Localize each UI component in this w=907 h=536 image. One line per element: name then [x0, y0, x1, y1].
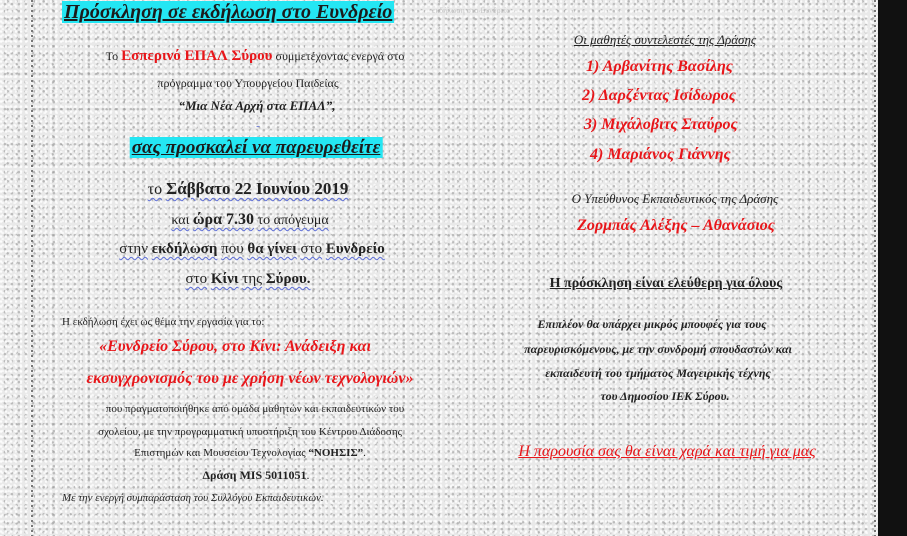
event-word-1: στην — [119, 241, 148, 257]
place-word-3: της — [242, 271, 263, 287]
teacher-heading: Ο Υπεύθυνος Εκπαιδευτικός της Δράσης — [571, 191, 779, 206]
page-border-left — [31, 0, 33, 536]
event-word-4: θα γίνει — [247, 241, 297, 257]
noisis-name: “ΝΟΗΣΙΣ” — [308, 447, 364, 459]
student-2: 2) Δαρζέντας Ισίδωρος — [582, 87, 736, 104]
teacher-name: Ζορμπάς Αλέξης – Αθανάσιος — [577, 217, 775, 234]
event-date: Σάββατο 22 Ιουνίου 2019 — [166, 179, 349, 198]
free-entry: Η πρόσκληση είναι ελεύθερη για όλους — [549, 276, 783, 291]
description-line-2: σχολείου, με την προγραμματική υποστήριξη του Κέντρου Διάδοσης — [98, 426, 402, 438]
student-3: 3) Μιχάλοβιτς Σταύρος — [584, 116, 738, 133]
event-word-2: εκδήλωση — [151, 241, 218, 257]
date-line — [148, 179, 349, 199]
page-border-right — [874, 0, 876, 536]
date-prefix: το — [147, 181, 163, 198]
support-line: Με την ενεργή συμπαράσταση του Συλλόγου Εκπαιδευτικών. — [62, 492, 324, 504]
student-1: 1) Αρβανίτης Βασίλης — [586, 58, 733, 75]
closing-line: Η παρουσία σας θα είναι χαρά και τιμή για μας — [518, 443, 816, 460]
mis-line — [203, 468, 310, 483]
invitation-title-block — [62, 1, 394, 24]
buffet-line-4: του Δημοσίου ΙΕΚ Σύρου. — [600, 389, 730, 403]
event-word-3: που — [221, 241, 244, 257]
topic-intro: Η εκδήλωση έχει ως θέμα την εργασία για το: — [62, 316, 265, 328]
place-line — [185, 271, 310, 288]
time-suffix: το απόγευμα — [257, 213, 329, 228]
topic-line-1: «Ευνδρείο Σύρου, στο Κίνι: Ανάδειξη και — [99, 338, 371, 355]
place-word-2: Κίνι — [210, 271, 239, 287]
mis-dot: . — [306, 468, 310, 482]
description-line-3a: Επιστημών και Μουσείου Τεχνολογίας — [134, 447, 306, 459]
buffet-line-2: παρευρισκόμενους, με την συνδρομή σπουδαστών και — [524, 342, 792, 356]
org-line — [106, 48, 405, 65]
description-line-1: που πραγματοποιήθηκε από ομάδα μαθητών και εκπαιδευτικών του — [105, 403, 405, 415]
place-word-4: Σύρου. — [265, 271, 311, 287]
window-edge — [878, 0, 907, 536]
org-suffix: συμμετέχοντας ενεργά στο — [275, 49, 405, 63]
event-word-6: Ευνδρείο — [325, 241, 385, 257]
org-name: Εσπερινό ΕΠΑΛ Σύρου — [121, 48, 273, 64]
invite-block — [130, 137, 383, 159]
program-name: “Μια Νέα Αρχή στα ΕΠΑΛ”, — [178, 98, 336, 113]
event-line — [119, 241, 385, 258]
place-word-1: στο — [185, 271, 208, 287]
faint-watermark: εκδήλωση στο Ευνδρείο — [432, 6, 511, 15]
buffet-line-1: Επιπλέον θα υπάρχει μικρός μπουφές για τους — [537, 317, 767, 331]
description-line-3 — [134, 447, 366, 459]
invitation-title: Πρόσκληση σε εκδήλωση στο Ευνδρείο — [64, 1, 393, 23]
topic-line-2: εκσυγχρονισμός του με χρήση νέων τεχνολογιών» — [86, 370, 414, 387]
time-prefix: και — [171, 213, 190, 228]
small-mark: - — [256, 120, 260, 132]
students-heading: Οι μαθητές συντελεστές της Δράσης — [573, 32, 757, 47]
event-word-5: στο — [300, 241, 323, 257]
time-line — [171, 211, 328, 229]
event-time: ώρα 7.30 — [192, 211, 255, 228]
description-line-3c: . — [363, 447, 366, 459]
org-prefix: Το — [105, 49, 119, 63]
mis-code: Δράση MIS 5011051 — [202, 468, 307, 482]
program-line: πρόγραμμα του Υπουργείου Παιδείας — [157, 76, 339, 90]
buffet-line-3: εκπαιδευτή του τμήματος Μαγειρικής τέχνης — [545, 366, 771, 380]
student-4: 4) Μαριάνος Γιάννης — [590, 146, 731, 163]
invite-text: σας προσκαλεί να παρευρεθείτε — [131, 137, 381, 158]
